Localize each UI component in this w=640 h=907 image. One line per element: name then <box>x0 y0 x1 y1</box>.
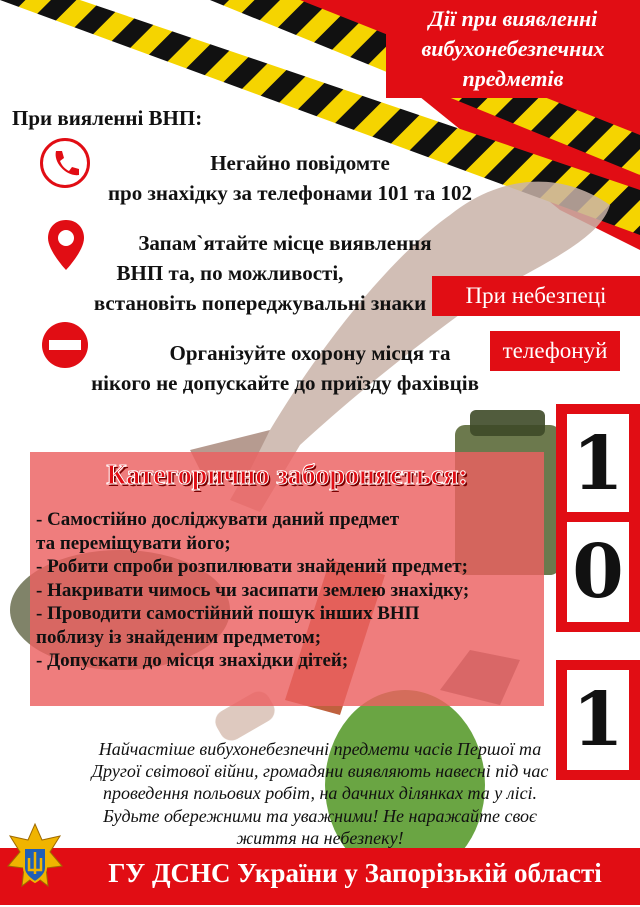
hotline-digit: 1 <box>567 670 629 770</box>
prohibition-item: поблизу із знайденим предметом; <box>36 626 322 648</box>
note-line: Будьте обережними та уважними! Не наражайте своє <box>103 805 537 826</box>
step-line: встановіть попереджувальні знаки <box>93 291 427 315</box>
hotline-digit: 1 <box>567 414 629 514</box>
header-title-line: Дії при виявленні <box>428 6 598 31</box>
step-line: нікого не допускайте до приїзду фахівців <box>91 371 479 395</box>
prohibition-item: - Проводити самостійний пошук інших ВНП <box>36 603 420 624</box>
hotline-digit-box <box>556 404 640 524</box>
header-title-line: вибухонебезпечних <box>421 36 605 61</box>
hotline-digit-box <box>556 512 640 632</box>
step-line: про знахідку за телефонами 101 та 102 <box>107 181 473 205</box>
safety-note <box>30 738 610 849</box>
step-line: Запам`ятайте місце виявлення <box>138 231 432 255</box>
footer-text: ГУ ДСНС України у Запорізькій області <box>108 858 602 888</box>
note-line: Другої світової війни, громадяни виявляють навесні під час <box>91 761 549 782</box>
dsns-emblem <box>6 822 64 902</box>
step-remember-text <box>40 228 480 318</box>
note-line: життя на небезпеку! <box>236 827 404 848</box>
intro-heading: При вияленні ВНП: <box>12 106 203 130</box>
step-guard-text <box>40 338 520 398</box>
note-line: проведення польових робіт, на дачних ділянках та у лісі. <box>102 783 538 804</box>
hotline-label-danger: При небезпеці <box>432 276 640 316</box>
step-line: ВНП та, по можливості, <box>116 261 344 285</box>
note-line: Найчастіше вибухонебезпечні предмети часів Першої та <box>98 739 542 759</box>
header-title-box <box>386 0 640 98</box>
hotline-label-call: телефонуй <box>490 331 620 371</box>
prohibition-item: - Робити спроби розпилювати знайдений предмет; <box>36 556 468 577</box>
header-title-line: предметів <box>462 66 564 91</box>
prohibitions-title: Категорично забороняється: <box>106 460 468 491</box>
step-line: Організуйте охорону місця та <box>169 341 451 365</box>
hotline-digit: 0 <box>567 522 629 622</box>
prohibition-item: - Самостійно досліджувати даний предмет <box>36 509 400 530</box>
prohibition-item: та переміщувати його; <box>36 532 231 554</box>
step-report-text <box>80 148 500 208</box>
prohibitions-list <box>36 508 469 673</box>
step-line: Негайно повідомте <box>210 151 390 175</box>
prohibition-item: - Допускати до місця знахідки дітей; <box>36 650 349 671</box>
prohibition-item: - Накривати чимось чи засипати землею знахідку; <box>36 579 470 601</box>
